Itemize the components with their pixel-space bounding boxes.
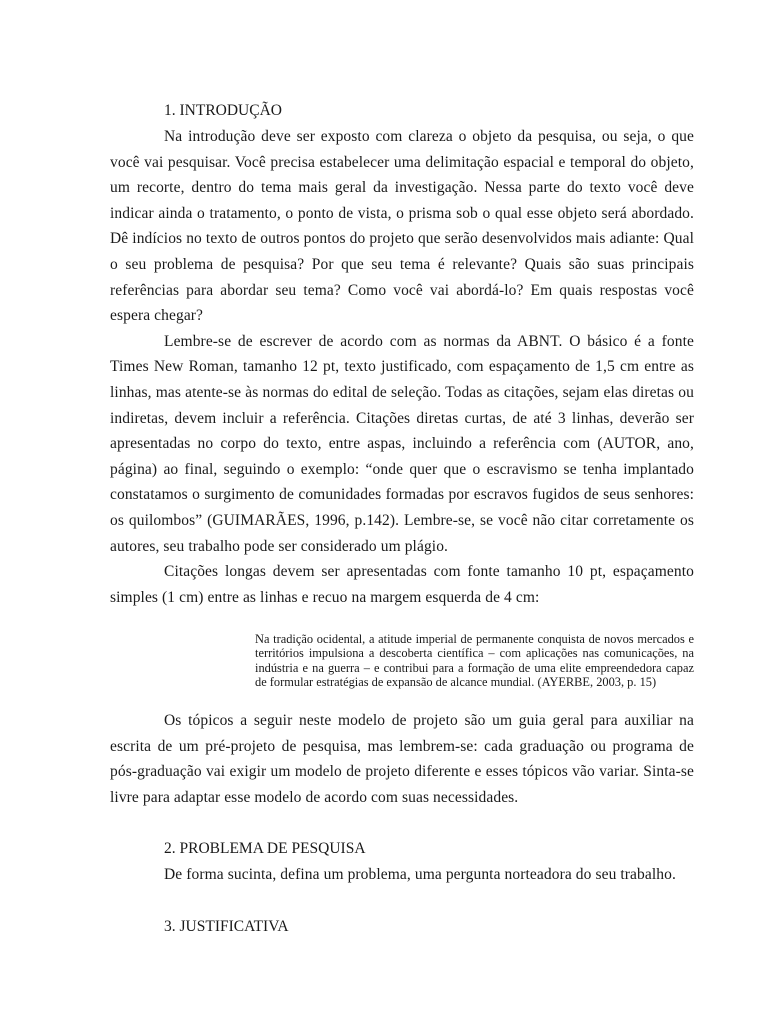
spacer bbox=[110, 888, 694, 914]
section-heading-problem: 2. PROBLEMA DE PESQUISA bbox=[164, 840, 366, 858]
intro-paragraph-1: Na introdução deve ser exposto com clareza o objeto da pesquisa, ou seja, o que você vai pesquisar. Você precisa estabelecer uma delimitação espacial e temporal do objeto, um recorte, dentro do tema mais geral da investigação. Nessa parte do texto você deve indicar ainda o tratamento, o ponto de vista, o prisma sob o qual esse objeto será abordado. Dê indícios no texto de outros pontos do projeto que serão desenvolvidos mais adiante: Qual o seu problema de pesquisa? Por que seu tema é relevante? Quais são suas principais referências para abordar seu tema? Como você vai abordá-lo? Em quais respostas você espera chegar? bbox=[110, 128, 694, 325]
document-page bbox=[110, 98, 694, 940]
intro-paragraph-3: Citações longas devem ser apresentadas com fonte tamanho 10 pt, espaçamento simples (1 cm) entre as linhas e recuo na margem esquerda de 4 cm: bbox=[110, 563, 694, 606]
section-heading-justification: 3. JUSTIFICATIVA bbox=[164, 918, 289, 936]
spacer bbox=[110, 810, 694, 836]
spacer bbox=[110, 610, 694, 632]
problem-paragraph: De forma sucinta, defina um problema, uma pergunta norteadora do seu trabalho. bbox=[164, 866, 676, 884]
intro-paragraph-4: Os tópicos a seguir neste modelo de projeto são um guia geral para auxiliar na escrita de um pré-projeto de pesquisa, mas lembrem-se: cada graduação ou programa de pós-graduação vai exigir um modelo de projeto diferente e esses tópicos vão variar. Sinta-se livre para adaptar esse modelo de acordo com suas necessidades. bbox=[110, 712, 694, 806]
intro-paragraph-2: Lembre-se de escrever de acordo com as normas da ABNT. O básico é a fonte Times New Roman, tamanho 12 pt, texto justificado, com espaçamento de 1,5 cm entre as linhas, mas atente-se às normas do edital de seleção. Todas as citações, sejam elas diretas ou indiretas, devem incluir a referência. Citações diretas curtas, de até 3 linhas, deverão ser apresentadas no corpo do texto, entre aspas, incluindo a referência com (AUTOR, ano, página) ao final, seguindo o exemplo: “onde quer que o escravismo se tenha implantado constatamos o surgimento de comunidades formadas por escravos fugidos de seus senhores: os quilombos” (GUIMARÃES, 1996, p.142). Lembre-se, se você não citar corretamente os autores, seu trabalho pode ser considerado um plágio. bbox=[110, 332, 694, 555]
block-quote: Na tradição ocidental, a atitude imperial de permanente conquista de novos mercados e territórios impulsiona a descoberta científica – com aplicações nas comunicações, na indústria e na guerra – e contribui para a formação de uma elite empreendedora capaz de formular estratégias de expansão de alcance mundial. (AYERBE, 2003, p. 15) bbox=[255, 632, 694, 689]
spacer bbox=[110, 689, 694, 708]
section-heading-introduction: 1. INTRODUÇÃO bbox=[164, 102, 282, 119]
